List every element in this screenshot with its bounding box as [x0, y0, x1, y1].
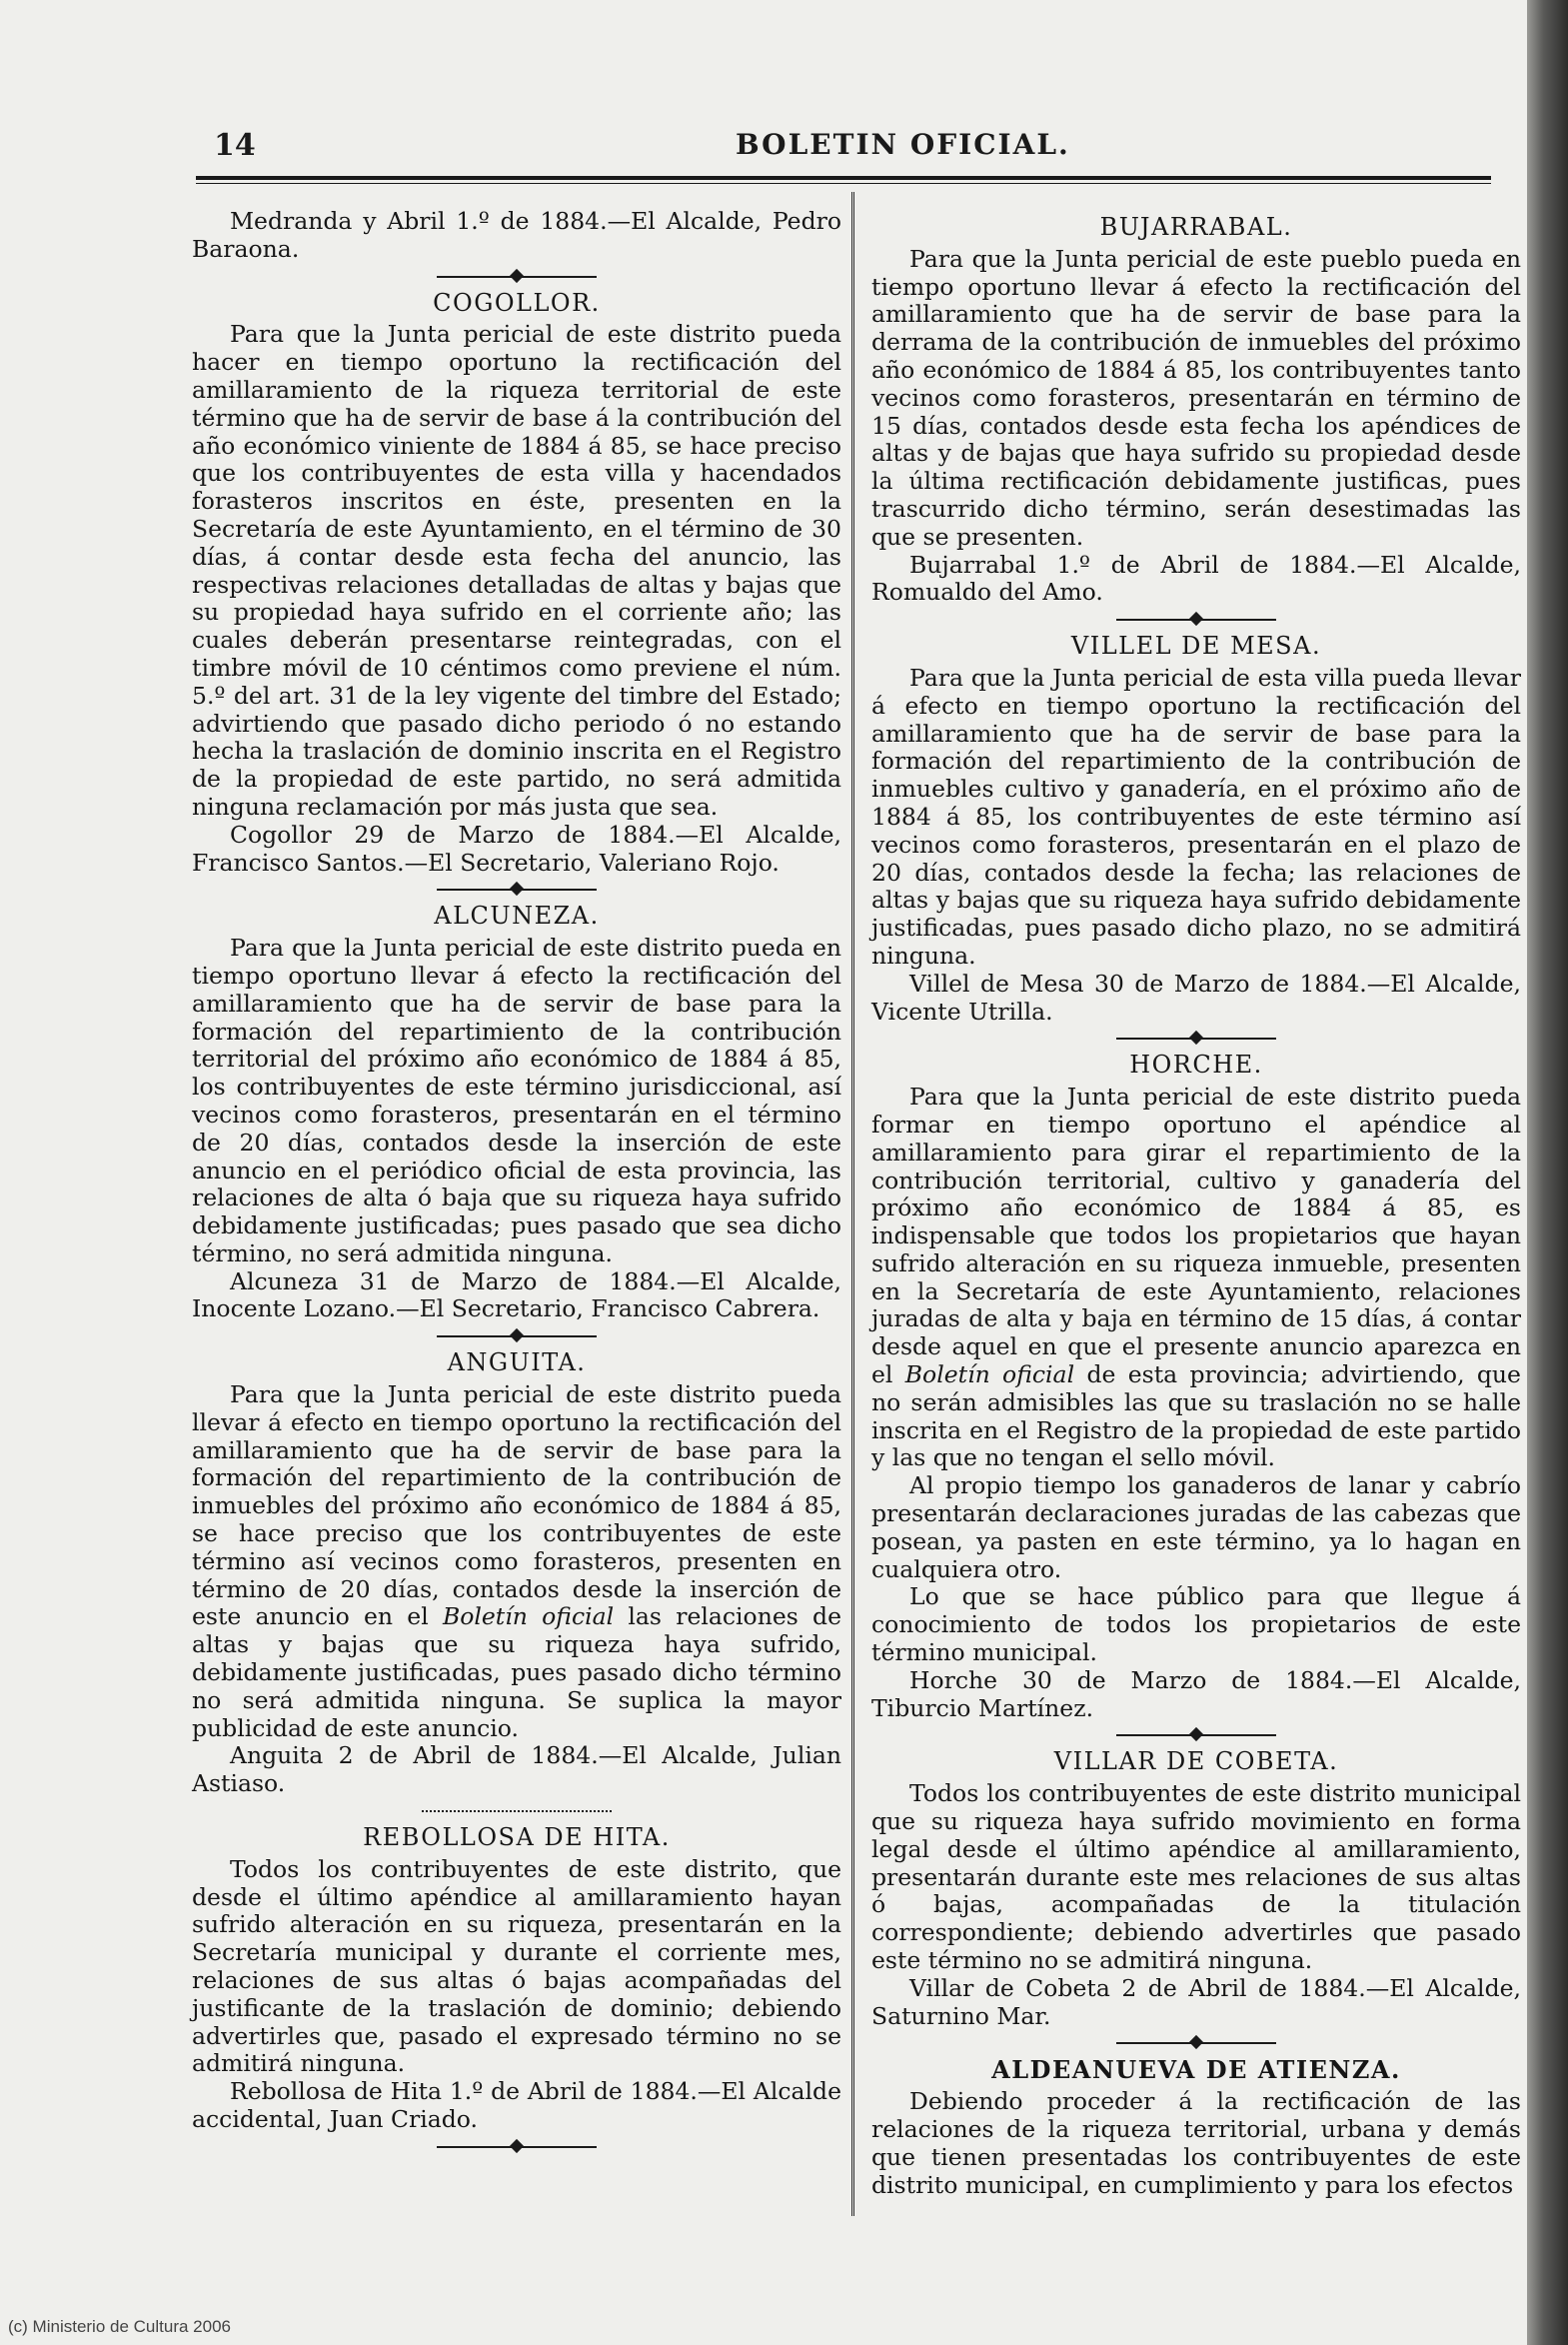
section-title-horche: HORCHE. — [1129, 1051, 1263, 1080]
notice-signature-bujarrabal: Bujarrabal 1.º de Abril de 1884.—El Alcalde, Romualdo del Amo. — [871, 550, 1521, 607]
notice-body-cogollor: Para que la Junta pericial de este distrito pueda hacer en tiempo oportuno la rectificación del amillaramiento de la riqueza territorial de este término que ha de servir de base á la contribución del año económico viniente de 1884 á 85, se hace preciso que los contribuyentes de esta villa y hacendados forasteros inscritos en éste, presenten en la Secretaría de este Ayuntamiento, en el término de 30 días, á contar desde esta fecha del anuncio, las respectivas relaciones detalladas de altas y bajas que su propiedad haya sufrido en el corriente año; las cuales deberán presentarse reintegradas, con el timbre móvil de 10 céntimos como previene el núm. 5.º del art. 31 de la ley vigente del timbre del Estado; advirtiendo que pasado dicho periodo ó no estando hecha la traslación de dominio inscrita en el Registro de la propiedad de este partido, no será admitida ninguna reclamación por más justa que sea. — [192, 320, 841, 821]
boletin-oficial-italic: Boletín oficial — [904, 1360, 1075, 1389]
separator — [871, 2036, 1521, 2050]
separator — [192, 2140, 841, 2154]
separator — [871, 1728, 1521, 1742]
section-title-anguita: ANGUITA. — [447, 1348, 587, 1377]
notice-signature-villel: Villel de Mesa 30 de Marzo de 1884.—El Alcalde, Vicente Utrilla. — [871, 969, 1521, 1026]
section-title-cogollor: COGOLLOR. — [433, 288, 601, 317]
notice-body-bujarrabal: Para que la Junta pericial de este pueblo pueda en tiempo oportuno llevar á efecto la rectificación del amillaramiento que ha de servir de base para la derrama de la contribución de inmuebles del próximo año económico de 1884 á 85, los contribuyentes tanto vecinos como forasteros, presentarán en término de 15 días, contados desde esta fecha los apéndices de altas y de bajas que haya sufrido su propiedad desde la última rectificación debidamente justificas, pues trascurrido dicho término, serán desestimadas las que se presenten. — [871, 244, 1521, 551]
notice-signature-villar: Villar de Cobeta 2 de Abril de 1884.—El Alcalde, Saturnino Mar. — [871, 1973, 1521, 2030]
separator — [192, 270, 841, 284]
left-column — [192, 208, 841, 2160]
notice-body-horche-part2: de esta provincia; advirtiendo, que no serán admisibles las que su traslación no se halle inscrita en el Registro de la propiedad de este partido y las que no tengan el sello móvil. — [871, 1360, 1521, 1472]
notice-body-villar: Todos los contribuyentes de este distrito municipal que su riqueza haya sufrido movimiento en forma legal desde el último apéndice al amillaramiento, presentarán durante este mes relaciones de sus altas ó bajas, acompañadas de la titulación correspondiente; debiendo advertirles que pasado este término no se admitirá ninguna. — [871, 1779, 1521, 1975]
notice-signature-horche: Horche 30 de Marzo de 1884.—El Alcalde, Tiburcio Martínez. — [871, 1665, 1521, 1722]
notice-body-anguita-part1: Para que la Junta pericial de este distrito pueda llevar á efecto en tiempo oportuno la rectificación del amillaramiento que ha de servir de base para la formación del repartimiento de la contribución de inmuebles del próximo año económico de 1884 á 85, se hace preciso que los contribuyentes de este término así vecinos como forasteros, presenten en término de 20 días, contados desde la inserción de este anuncio en el — [192, 1380, 841, 1631]
opening-signature: Medranda y Abril 1.º de 1884.—El Alcalde, Pedro Baraona. — [192, 207, 841, 263]
notice-body-anguita — [192, 1381, 841, 1742]
section-title-villar: VILLAR DE COBETA. — [1053, 1747, 1339, 1776]
section-title-alcuneza: ALCUNEZA. — [434, 902, 600, 931]
notice-signature-anguita: Anguita 2 de Abril de 1884.—El Alcalde, Julian Astiaso. — [192, 1741, 841, 1798]
header-rule — [196, 176, 1491, 184]
section-title-rebollosa: REBOLLOSA DE HITA. — [363, 1823, 671, 1852]
notice-signature-alcuneza: Alcuneza 31 de Marzo de 1884.—El Alcalde, Inocente Lozano.—El Secretario, Francisco Cabrera. — [192, 1266, 841, 1323]
notice-signature-cogollor: Cogollor 29 de Marzo de 1884.—El Alcalde, Francisco Santos.—El Secretario, Valeriano Rojo. — [192, 820, 841, 877]
separator — [192, 1329, 841, 1343]
notice-body-aldeanueva: Debiendo proceder á la rectificación de las relaciones de la riqueza territorial, urbana y demás que tienen presentadas los contribuyentes de este distrito municipal, en cumplimiento y para los efectos — [871, 2087, 1521, 2199]
page-header — [196, 128, 1487, 164]
section-title-bujarrabal: BUJARRABAL. — [1099, 213, 1293, 241]
copyright-notice: (c) Ministerio de Cultura 2006 — [8, 2317, 231, 2336]
notice-body-anguita-part2: las relaciones de altas y bajas que su riqueza haya sufrido, debidamente justificadas, pues pasado dicho término no será admitida ninguna. Se suplica la mayor publicidad de este anuncio. — [192, 1602, 841, 1742]
notice-body-villel: Para que la Junta pericial de esta villa pueda llevar á efecto en tiempo oportuno la rectificación del amillaramiento que ha de servir de base para la formación del repartimiento de la contribución de inmuebles cultivo y ganadería, en el próximo año de 1884 á 85, los contribuyentes de este término así vecinos como forasteros, presentarán en el plazo de 20 días, contados desde la fecha; las relaciones de altas y bajas que su riqueza haya sufrido debidamente justificadas, pues pasado dicho plazo, no se admitirá ninguna. — [871, 663, 1521, 970]
page-number: 14 — [214, 128, 256, 163]
notice-body-horche-2: Al propio tiempo los ganaderos de lanar y cabrío presentarán declaraciones juradas de las cabezas que posean, ya pasten en este término, ya lo hagan en cualquiera otro. — [871, 1471, 1521, 1583]
notice-body-alcuneza: Para que la Junta pericial de este distrito pueda en tiempo oportuno llevar á efecto la rectificación del amillaramiento que ha de servir de base para la formación del repartimiento de la contribución territorial del próximo año económico de 1884 á 85, los contribuyentes de este término jurisdiccional, así vecinos como forasteros, presentarán en el término de 20 días, contados desde la inserción de este anuncio en el periódico oficial de esta provincia, las relaciones de alta ó baja que su riqueza haya sufrido debidamente justificadas; pues pasado que sea dicho término, no será admitida ninguna. — [192, 934, 841, 1267]
separator — [871, 1032, 1521, 1046]
notice-body-rebollosa: Todos los contribuyentes de este distrito, que desde el último apéndice al amillaramiento hayan sufrido alteración en su riqueza, presentarán en la Secretaría municipal y durante el corriente mes, relaciones de sus altas ó bajas acompañadas del justificante de la traslación de dominio; debiendo advertirles que, pasado el expresado término no se admitirá ninguna. — [192, 1854, 841, 2078]
notice-signature-rebollosa: Rebollosa de Hita 1.º de Abril de 1884.—El Alcalde accidental, Juan Criado. — [192, 2077, 841, 2133]
boletin-oficial-italic: Boletín oficial — [442, 1602, 615, 1631]
separator — [192, 883, 841, 897]
notice-body-horche — [871, 1084, 1521, 1472]
notice-body-horche-3: Lo que se hace público para que llegue á conocimiento de todos los propietarios de este término municipal. — [871, 1582, 1521, 1667]
notice-body-horche-part1: Para que la Junta pericial de este distrito pueda formar en tiempo oportuno el apéndice al amillaramiento para girar el repartimiento de la contribución territorial, cultivo y ganadería del próximo año económico de 1884 á 85, es indispensable que todos los propietarios que hayan sufrido alteración en su riqueza inmueble, presenten en la Secretaría de este Ayuntamiento, relaciones juradas de alta y baja en término de 15 días, á contar desde aquel en que el presente anuncio aparezca en el — [871, 1083, 1521, 1389]
section-title-villel: VILLEL DE MESA. — [1070, 632, 1322, 661]
section-title-aldeanueva: ALDEANUEVA DE ATIENZA. — [991, 2055, 1401, 2085]
binding-edge — [1527, 0, 1568, 2345]
running-title: BOLETIN OFICIAL. — [736, 128, 1070, 161]
separator — [871, 613, 1521, 627]
separator — [192, 1804, 841, 1818]
right-column — [871, 208, 1521, 2199]
column-divider — [851, 192, 854, 2216]
